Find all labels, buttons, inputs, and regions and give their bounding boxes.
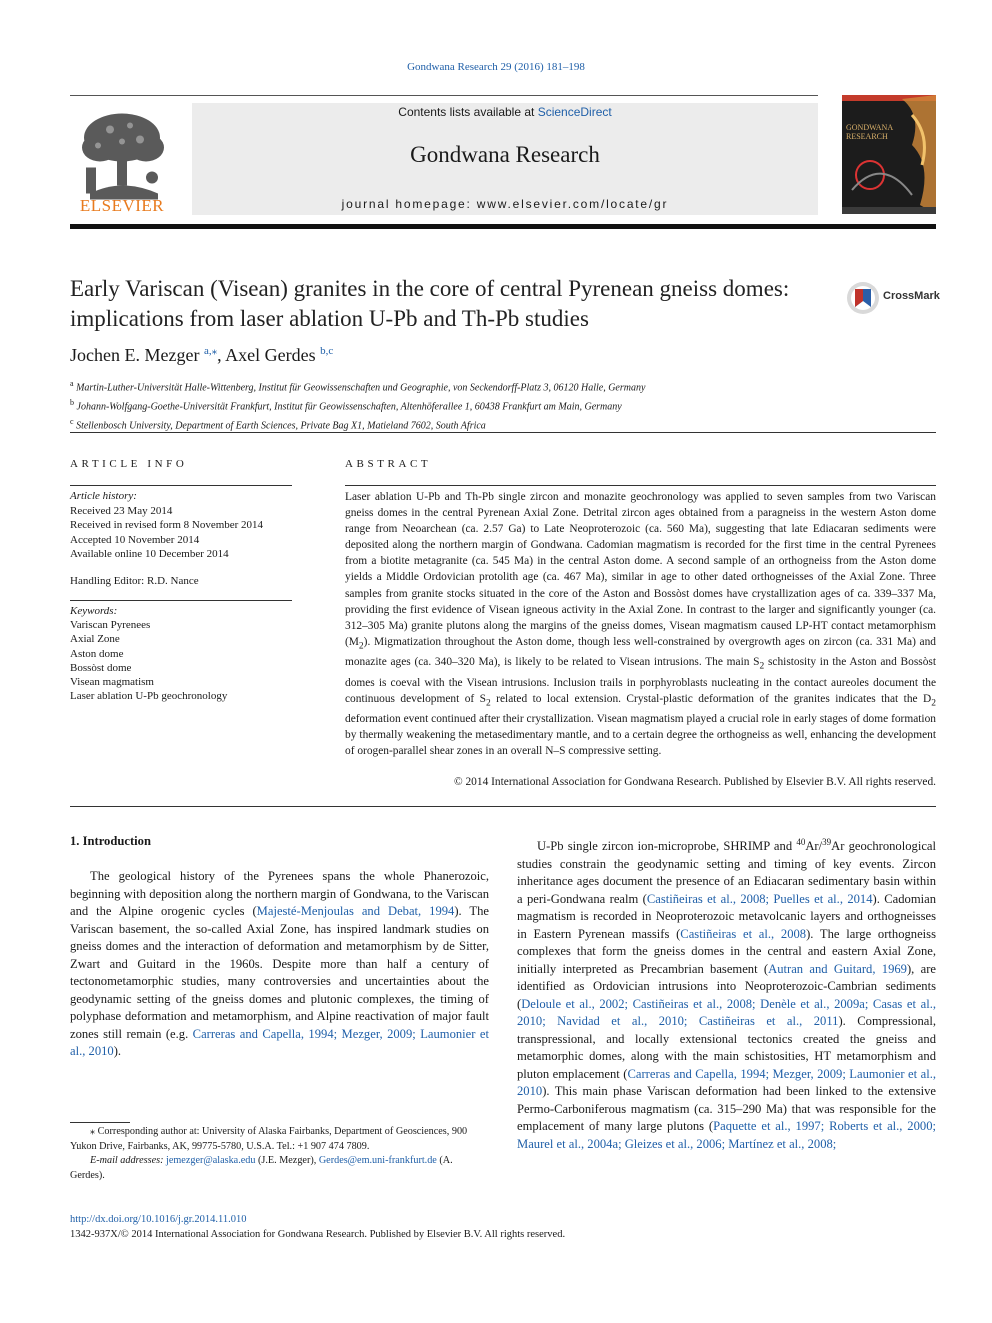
body-text: ). Compressional, transpressional, and locally extensional tectonics created the gneiss and metamorphic domes, along with the main schistosities, HT metamorphism and pluton emplacement ( (517, 1014, 936, 1081)
journal-homepage[interactable]: journal homepage: www.elsevier.com/locate/gr (341, 197, 669, 211)
author-name: Axel Gerdes (225, 345, 316, 365)
keyword-item: Visean magmatism (70, 676, 154, 689)
doi-link[interactable]: http://dx.doi.org/10.1016/j.gr.2014.11.010 (70, 1214, 247, 1225)
citation-link[interactable]: Deloule et al., 2002; Castiñeiras et al., 2008; Denèle et al., 2009a; Casas et al., 2010; Navidad et al., 2010; Castiñeiras et al., 2011 (517, 996, 936, 1029)
keywords (70, 604, 292, 703)
citation-link[interactable]: Carreras and Capella, 1994; Mezger, 2009; Laumonier et al., 2010 (70, 1026, 489, 1058)
section-rule (70, 432, 936, 433)
affiliation-text: Stellenbosch University, Department of Earth Sciences, Private Bag X1, Matieland 7602, South Africa (76, 419, 486, 431)
doi[interactable] (70, 1214, 246, 1225)
article-history-label: Article history: (70, 490, 137, 502)
affiliation-text: Martin-Luther-Universität Halle-Wittenberg, Institut für Geowissenschaften und Geographie, von Seckendorff-Platz 3, 06120 Halle, Germany (76, 382, 646, 394)
abstract-subscript: 2 (759, 661, 765, 672)
corresponding-author-note (70, 1125, 489, 1154)
footnote-star: ⁎ (90, 1126, 96, 1137)
body-text: ). The Variscan basement, the so-called Axial Zone, has inspired landmark studies on gneiss domes and the interaction of deformation and metamorphism by de Sitter, Zwart and Guitard in the 1960s. Despite more than half a century of tectonometamorphic studies, many controversies and uncertainties about the geodynamic setting of the gneiss domes and plutonic complexes, the timing of polyphase deformation and metamorphism, and Alpine reactivation of major fault zones still remain (e.g. (70, 904, 489, 1041)
header-thick-rule (70, 224, 936, 229)
isotope-superscript: 39 (822, 837, 832, 847)
abstract-subscript: 2 (485, 697, 491, 708)
affiliation-item (70, 396, 936, 415)
crossmark-label: CrossMark (883, 290, 940, 302)
citation-link[interactable]: Carreras and Capella, 1994; Mezger, 2009; Laumonier et al., 2010 (517, 1066, 936, 1099)
keyword-item: Bossòst dome (70, 661, 132, 674)
corresponding-author-link[interactable]: ⁎ (211, 345, 218, 357)
history-online: Available online 10 December 2014 (70, 548, 229, 560)
isotope-superscript: 40 (796, 837, 806, 847)
affiliation-item (70, 415, 936, 434)
author-name: Jochen E. Mezger (70, 345, 200, 365)
crossmark-icon (846, 281, 880, 315)
author-affiliation-link[interactable]: a, (203, 345, 212, 357)
abstract-subscript: 2 (358, 641, 364, 652)
abstract-part: Laser ablation U-Pb and Th-Pb single zircon and monazite geochronology was applied to seven samples from two Variscan gneiss domes in the central Pyrenean Axial Zone. Detrital zircon ages obtained from a paragneiss in the western Aston dome range from Neoarchean (ca. 2.57 Ga) to Late Neoproterozoic (ca. 560 Ma), suggesting that late Ediacaran sediments were deposited along the northern margin of Gondwana. Cadomian magmatism is recorded for the first time in the central Pyrenees from a biotite metagranite (ca. 545 Ma) in the central Aston dome. A second sample of an orthogneiss from the Aston dome yields a Middle Ordovician protolith age (ca. 467 Ma), similar in age to other dated orthogneisses of the Axial Zone. Three samples from granite stocks situated in the core of the Aston and Bossòst domes have crystallization ages of ca. 339–337 Ma, providing the first evidence of Visean igneous activity in the Axial Zone. In contrast to the larger and significantly younger (ca. 312–305 Ma) granite plutons along the margins of the gneiss domes, Visean magmatism caused LP-HT contact metamorphism (M (345, 491, 936, 648)
body-text: ). This main phase Variscan deformation had been linked to the extensive Permo-Carboniferous magmatism (ca. 315–290 Ma) that was responsible for the emplacement of many large plutons ( (517, 1084, 936, 1134)
abstract-part: schistosity in the Aston and Bossòst domes is coeval with the Visean intrusions. Inclusion trails in porphyroblasts nucleating in the contact aureoles document the continuous development of S (345, 656, 936, 705)
history-received: Received 23 May 2014 (70, 504, 173, 517)
email-label: E-mail addresses: (90, 1155, 167, 1166)
cover-art (842, 95, 936, 214)
affiliation-marker: c (70, 416, 74, 426)
abstract-part: deformation event continued after their crystallization. Visean magmatism played a crucial role in early stages of dome formation by thermally weakening the metasedimentary mantle, and to a certain degree the orthogneiss as well, enhancing the development of orogen-parallel shear zones in an overall N–S compressive setting. (345, 713, 936, 758)
issn-copyright: 1342-937X/© 2014 International Association for Gondwana Research. Published by Elsevier B.V. All rights reserved. (70, 1229, 566, 1240)
email-link[interactable]: jemezger@alaska.edu (166, 1155, 256, 1166)
history-revised: Received in revised form 8 November 2014 (70, 519, 264, 531)
handling-editor: Handling Editor: R.D. Nance (70, 575, 199, 587)
body-text: ), are identified as Ordovician intrusions into Neoproterozoic-Cambrian sediments ( (517, 961, 936, 1011)
email-owner: (J.E. Mezger), (255, 1155, 319, 1166)
history-accepted: Accepted 10 November 2014 (70, 533, 200, 546)
article-title: Early Variscan (Visean) granites in the core of central Pyrenean gneiss domes: implications from laser ablation U-Pb and Th-Pb studies (70, 276, 790, 331)
email-link[interactable]: Gerdes@em.uni-frankfurt.de (318, 1155, 437, 1166)
body-text: ). Cadomian magmatism is recorded in Neoproterozoic metavolcanic layers and orthogneisses in Eastern Pyrenean massifs ( (517, 891, 936, 941)
author-separator: , (217, 345, 226, 365)
journal-reference-link[interactable]: Gondwana Research 29 (2016) 181–198 (407, 61, 585, 73)
abstract-text (345, 489, 936, 759)
body-column-left (70, 868, 489, 1061)
abstract-subscript: 2 (931, 697, 936, 708)
journal-cover-image (842, 95, 936, 214)
keywords-label: Keywords: (70, 605, 118, 617)
email-owner: (A. Gerdes). (70, 1155, 453, 1181)
abstract-heading: ABSTRACT (345, 458, 432, 470)
corresponding-author-text: Corresponding author at: University of Alaska Fairbanks, Department of Geosciences, 900 Yukon Drive, Fairbanks, AK, 99775-5780, U.S.A. Tel.: +1 907 474 7809. (70, 1126, 468, 1152)
citation-link[interactable]: Majesté-Menjoulas and Debat, 1994 (256, 904, 455, 918)
contents-prefix: Contents lists available at (398, 105, 538, 119)
body-text: Ar geochronological studies constrain the geodynamic setting and timing of key events. Zircon inheritance ages document the presence of an Ediacaran sedimentary basin within a peri-Gondwana realm ( (517, 839, 936, 906)
affiliation-marker: b (70, 397, 74, 407)
author-list (70, 344, 333, 366)
citation-link[interactable]: Castiñeiras et al., 2008 (680, 926, 807, 941)
abstract-part: ). Migmatization throughout the Aston dome, though less well-constrained by overgrowth ages on zircon (ca. 331 Ma) and monazite ages (ca. 340–320 Ma), is likely to be related to Visean intrusions. The main S (345, 635, 936, 669)
affiliation-item (70, 377, 936, 396)
footnote (70, 1125, 489, 1183)
email-note (70, 1154, 489, 1183)
body-column-right (517, 834, 936, 1153)
section-rule (70, 806, 936, 807)
article-info-heading: ARTICLE INFO (70, 458, 188, 470)
article-history (70, 489, 292, 562)
affiliation-marker: a (70, 379, 74, 388)
citation-link[interactable]: Castiñeiras et al., 2008; Puelles et al., 2014 (646, 891, 873, 906)
citation-link[interactable]: Paquette et al., 1997; Roberts et al., 2000; Maurel et al., 2004a; Gleizes et al., 2006; Martínez et al., 2008; (517, 1119, 936, 1151)
body-text: Ar/ (805, 839, 823, 854)
citation-link[interactable]: Autran and Guitard, 1969 (768, 961, 907, 976)
body-text: ). The large orthogneiss complexes that form the gneiss domes in the central and eastern Axial Zone, initially interpreted as Precambrian basement ( (517, 926, 936, 976)
crossmark-badge[interactable] (846, 281, 938, 315)
affiliations (70, 377, 936, 433)
contents-line (192, 105, 818, 119)
introduction-heading: 1. Introduction (70, 834, 151, 848)
abstract-copyright: © 2014 International Association for Gondwana Research. Published by Elsevier B.V. All rights reserved. (453, 776, 936, 788)
body-text: U-Pb single zircon ion-microprobe, SHRIMP and (537, 839, 797, 854)
author-affiliation-link[interactable]: b,c (320, 345, 334, 357)
abstract-part: related to local extension. Crystal-plastic deformation of the granites indicates that the D (490, 692, 932, 705)
body-text: The geological history of the Pyrenees spans the whole Phanerozoic, beginning with deposition along the northern margin of Gondwana, to the Variscan and the Alpine orogenic cycles ( (70, 869, 489, 918)
footnote-rule (70, 1122, 130, 1123)
article-info-rule (70, 485, 292, 486)
keyword-item: Axial Zone (70, 633, 120, 646)
header-top-rule (70, 95, 818, 96)
abstract-rule (345, 485, 936, 486)
sciencedirect-link[interactable]: ScienceDirect (537, 105, 612, 119)
journal-reference[interactable] (0, 61, 992, 73)
body-text: ). (113, 1044, 122, 1058)
keyword-item: Laser ablation U-Pb geochronology (70, 690, 228, 703)
journal-name: Gondwana Research (410, 142, 600, 167)
keyword-item: Aston dome (70, 647, 124, 660)
keyword-item: Variscan Pyrenees (70, 619, 151, 632)
elsevier-wordmark: ELSEVIER (79, 196, 165, 215)
article-info-rule (70, 600, 292, 601)
affiliation-text: Johann-Wolfgang-Goethe-Universität Frankfurt, Institut für Geowissenschaften, Altenhöferallee 1, 60438 Frankfurt am Main, Germany (76, 401, 622, 413)
cover-title: GONDWANA RESEARCH (846, 123, 893, 141)
